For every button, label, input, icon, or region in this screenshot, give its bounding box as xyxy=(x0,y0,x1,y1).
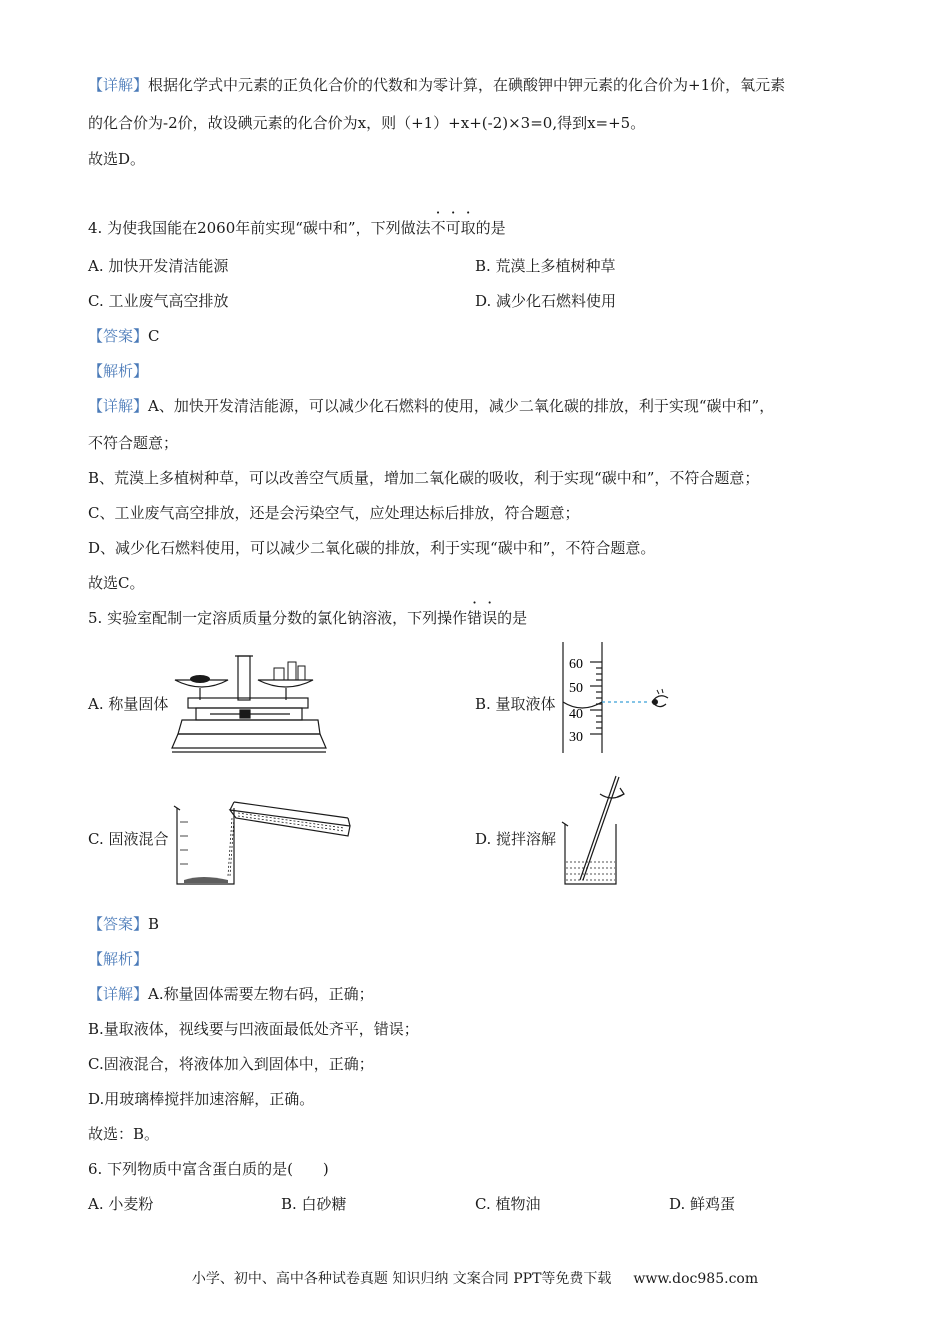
emphasis-char: 不 xyxy=(430,219,446,237)
q5-answer-value: B xyxy=(148,915,160,933)
q4-option-d: D. 减少化石燃料使用 xyxy=(475,292,617,310)
q5-conclusion: 故选：B。 xyxy=(88,1125,160,1143)
q3-detail-text-1: 根据化学式中元素的正负化合价的代数和为零计算，在碘酸钾中钾元素的化合价为+1价，氧元素 xyxy=(148,76,786,94)
q4-analysis-tag xyxy=(88,361,148,381)
q4-option-c: C. 工业废气高空排放 xyxy=(88,292,229,310)
balance-scale-figure xyxy=(170,652,330,757)
q5-analysis-tag xyxy=(88,949,148,969)
detail-tag: 【详解】 xyxy=(88,397,149,415)
q4-detail-a-text: A、加快开发清洁能源，可以减少化石燃料的使用，减少二氧化碳的排放，利于实现“碳中和”， xyxy=(148,397,775,415)
eye-icon xyxy=(652,689,668,707)
page-footer xyxy=(0,1270,950,1288)
q4-detail-a-2: 不符合题意； xyxy=(88,434,179,452)
q4-option-a: A. 加快开发清洁能源 xyxy=(88,257,229,275)
q5-stem-text: 5. 实验室配制一定溶质质量分数的氯化钠溶液，下列操作 xyxy=(88,609,468,627)
q5-detail-c: C.固液混合，将液体加入到固体中，正确； xyxy=(88,1055,374,1073)
q4-detail-a-1 xyxy=(88,396,774,416)
q6-option-c: C. 植物油 xyxy=(475,1195,541,1213)
q6-option-d: D. 鲜鸡蛋 xyxy=(669,1195,736,1213)
q4-detail-b: B、荒漠上多植树种草，可以改善空气质量，增加二氧化碳的吸收，利于实现“碳中和”，不符合题意； xyxy=(88,469,760,487)
analysis-tag: 【解析】 xyxy=(88,362,149,380)
q4-option-b: B. 荒漠上多植树种草 xyxy=(475,257,616,275)
q4-answer xyxy=(88,326,160,346)
q6-option-b: B. 白砂糖 xyxy=(281,1195,347,1213)
q4-stem-end: 的是 xyxy=(475,219,506,237)
q3-conclusion: 故选D。 xyxy=(88,150,146,168)
q3-detail-line-1 xyxy=(88,75,785,95)
pouring-liquid-figure xyxy=(172,792,362,892)
q5-option-d: D. 搅拌溶解 xyxy=(475,830,557,848)
footer-link[interactable]: www.doc985.com xyxy=(633,1271,759,1287)
q5-option-c: C. 固液混合 xyxy=(88,830,169,848)
q5-option-a: A. 称量固体 xyxy=(88,695,169,713)
q4-detail-d: D、减少化石燃料使用，可以减少二氧化碳的排放，利于实现“碳中和”，不符合题意。 xyxy=(88,539,656,557)
emphasis-char: 取 xyxy=(460,219,476,237)
answer-tag: 【答案】 xyxy=(88,327,149,345)
q4-conclusion: 故选C。 xyxy=(88,574,145,592)
q5-option-b: B. 量取液体 xyxy=(475,695,556,713)
q5-detail-a-text: A.称量固体需要左物右码，正确； xyxy=(148,985,374,1003)
measuring-cylinder-figure xyxy=(560,640,680,755)
glass-rod xyxy=(580,776,616,880)
beaker xyxy=(177,808,234,884)
q4-detail-c: C、工业废气高空排放，还是会污染空气，应处理达标后排放，符合题意； xyxy=(88,504,580,522)
q5-stem xyxy=(88,608,527,628)
q3-detail-line-2: 的化合价为-2价，故设碘元素的化合价为x，则（+1）+x+(-2)×3=0,得到x=+5。 xyxy=(88,114,646,132)
detail-tag: 【详解】 xyxy=(88,985,149,1003)
tick-label-50: 50 xyxy=(569,681,583,696)
q4-stem xyxy=(88,218,506,238)
q5-stem-end: 的是 xyxy=(497,609,528,627)
q5-detail-a xyxy=(88,984,374,1004)
q5-answer xyxy=(88,914,159,934)
beaker xyxy=(565,824,616,884)
footer-text: 小学、初中、高中各种试卷真题 知识归纳 文案合同 PPT等免费下载 xyxy=(191,1271,612,1287)
q4-answer-value: C xyxy=(148,327,160,345)
q4-stem-text: 4. 为使我国能在2060年前实现“碳中和”，下列做法 xyxy=(88,219,431,237)
tick-label-40: 40 xyxy=(569,707,583,722)
emphasis-char: 错 xyxy=(467,609,483,627)
tick-label-60: 60 xyxy=(569,657,583,672)
stirring-figure xyxy=(560,772,640,888)
detail-tag: 【详解】 xyxy=(88,76,149,94)
tick-label-30: 30 xyxy=(569,730,583,745)
solid-particles xyxy=(184,877,228,883)
right-pan xyxy=(258,680,313,687)
q5-detail-b: B.量取液体，视线要与凹液面最低处齐平，错误； xyxy=(88,1020,419,1038)
q5-detail-d: D.用玻璃棒搅拌加速溶解，正确。 xyxy=(88,1090,315,1108)
q6-stem: 6. 下列物质中富含蛋白质的是( ) xyxy=(88,1160,329,1178)
emphasis-char: 误 xyxy=(482,609,498,627)
q6-option-a: A. 小麦粉 xyxy=(88,1195,154,1213)
answer-tag: 【答案】 xyxy=(88,915,149,933)
emphasis-char: 可 xyxy=(445,219,461,237)
analysis-tag: 【解析】 xyxy=(88,950,149,968)
